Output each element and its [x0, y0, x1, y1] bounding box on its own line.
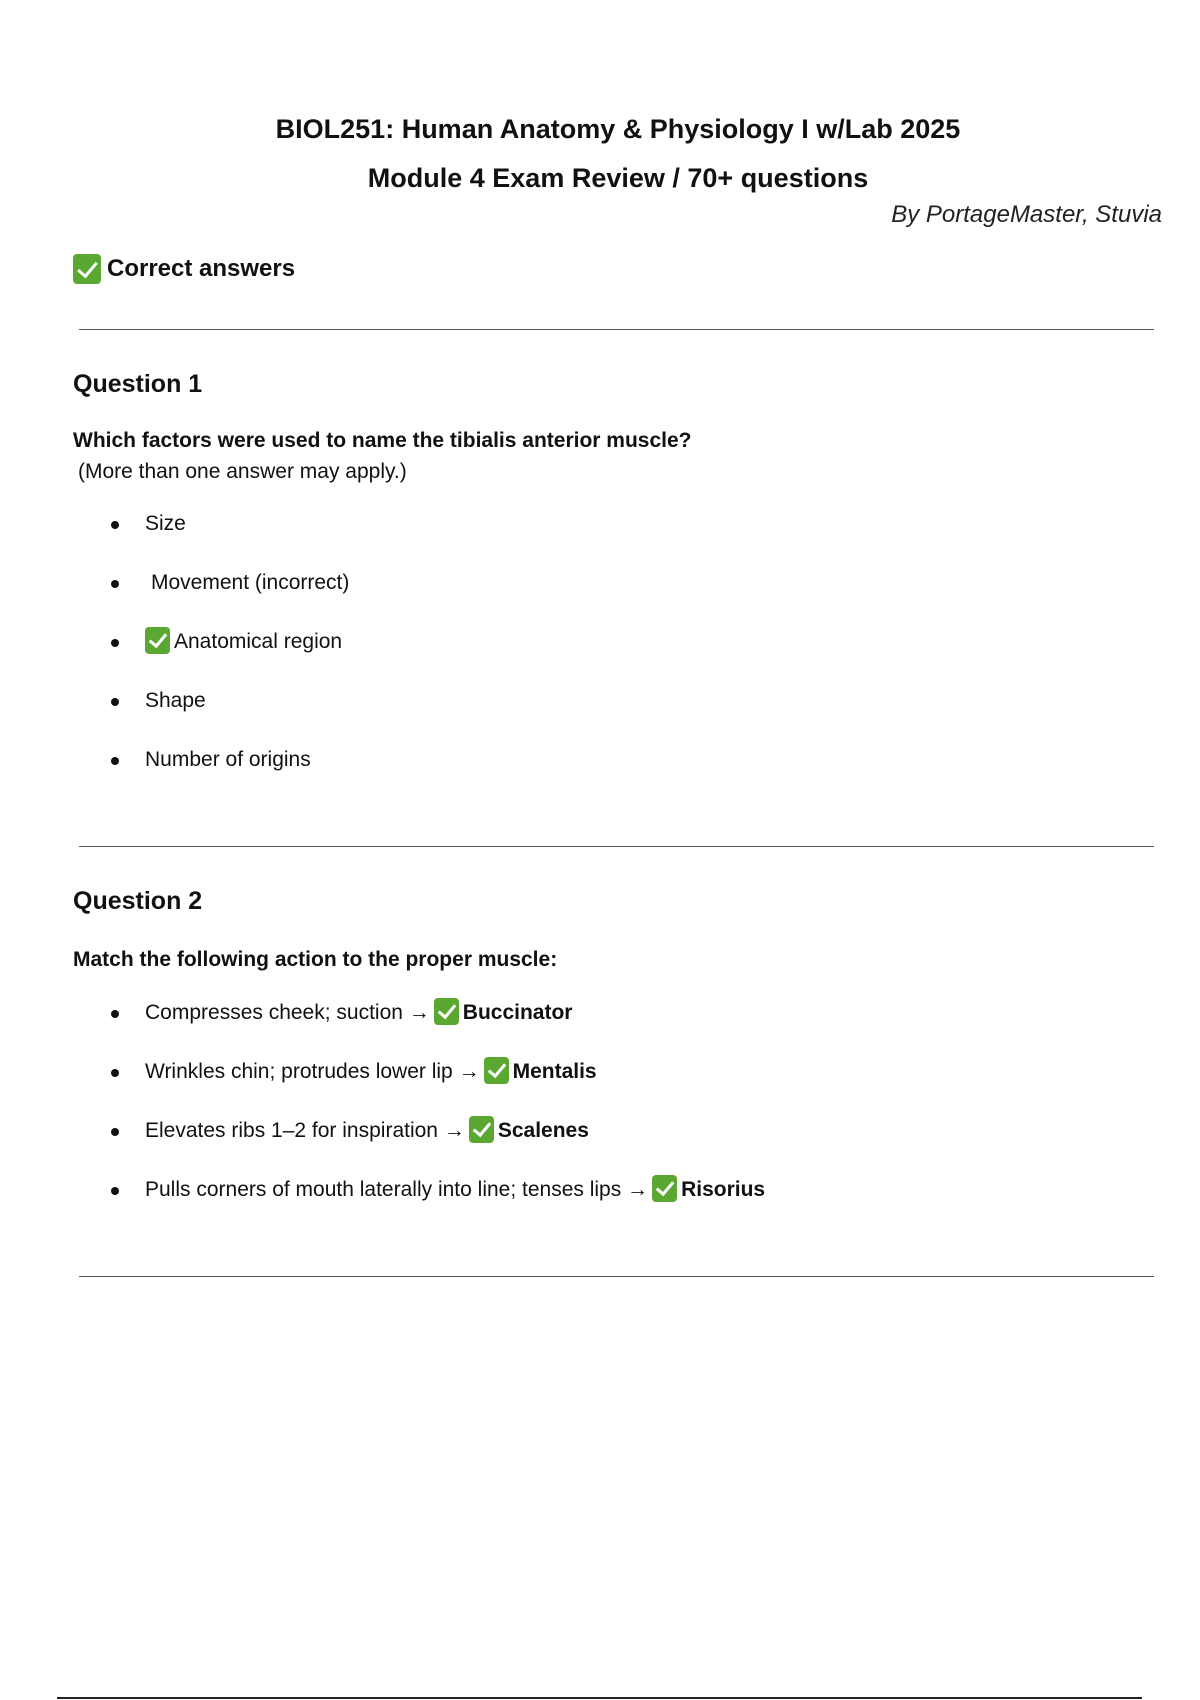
option-text: Shape — [145, 689, 206, 712]
question-1-note: (More than one answer may apply.) — [78, 460, 407, 483]
bullet-icon — [111, 757, 119, 765]
check-mark-icon — [434, 998, 459, 1025]
section-divider — [79, 846, 1154, 847]
check-mark-icon — [73, 254, 101, 284]
option-text: Size — [145, 512, 186, 535]
check-mark-icon — [652, 1175, 677, 1202]
bullet-icon — [111, 639, 119, 647]
document-title: BIOL251: Human Anatomy & Physiology I w/Lab 2025 — [275, 114, 961, 144]
option-content — [145, 627, 342, 657]
match-answer: Scalenes — [497, 1119, 589, 1142]
legend-label: Correct answers — [107, 255, 296, 282]
question-1-heading: Question 1 — [73, 370, 203, 398]
bullet-icon — [111, 698, 119, 706]
legend-correct-answers — [73, 254, 295, 284]
bullet-icon — [111, 1128, 119, 1136]
match-answer: Risorius — [681, 1178, 766, 1201]
section-divider — [79, 1276, 1154, 1277]
match-answer: Mentalis — [512, 1060, 597, 1083]
document-author: By PortageMaster, Stuvia — [891, 201, 1162, 228]
match-content — [145, 1116, 589, 1146]
question-2-prompt: Match the following action to the proper muscle: — [73, 948, 558, 971]
option-text: Anatomical region — [174, 630, 343, 653]
document-subtitle: Module 4 Exam Review / 70+ questions — [367, 163, 869, 193]
option-text: Number of origins — [145, 748, 311, 771]
match-action: Elevates ribs 1–2 for inspiration → — [145, 1119, 465, 1142]
bullet-icon — [111, 1010, 119, 1018]
match-answer: Buccinator — [462, 1001, 573, 1024]
check-mark-icon — [469, 1116, 494, 1143]
bullet-icon — [111, 580, 119, 588]
question-2-heading: Question 2 — [73, 887, 203, 915]
match-content — [145, 1175, 765, 1205]
check-mark-icon — [484, 1057, 509, 1084]
match-content — [145, 1057, 597, 1087]
match-action: Compresses cheek; suction → — [145, 1001, 430, 1024]
match-action: Pulls corners of mouth laterally into line; tenses lips → — [145, 1178, 649, 1201]
match-content — [145, 998, 572, 1028]
bullet-icon — [111, 521, 119, 529]
page-bottom-rule — [57, 1697, 1142, 1699]
section-divider — [79, 329, 1154, 330]
match-action: Wrinkles chin; protrudes lower lip → — [145, 1060, 480, 1083]
bullet-icon — [111, 1187, 119, 1195]
bullet-icon — [111, 1069, 119, 1077]
option-text: Movement (incorrect) — [151, 571, 350, 594]
question-1-prompt: Which factors were used to name the tibialis anterior muscle? — [73, 429, 692, 452]
check-mark-icon — [145, 627, 170, 654]
